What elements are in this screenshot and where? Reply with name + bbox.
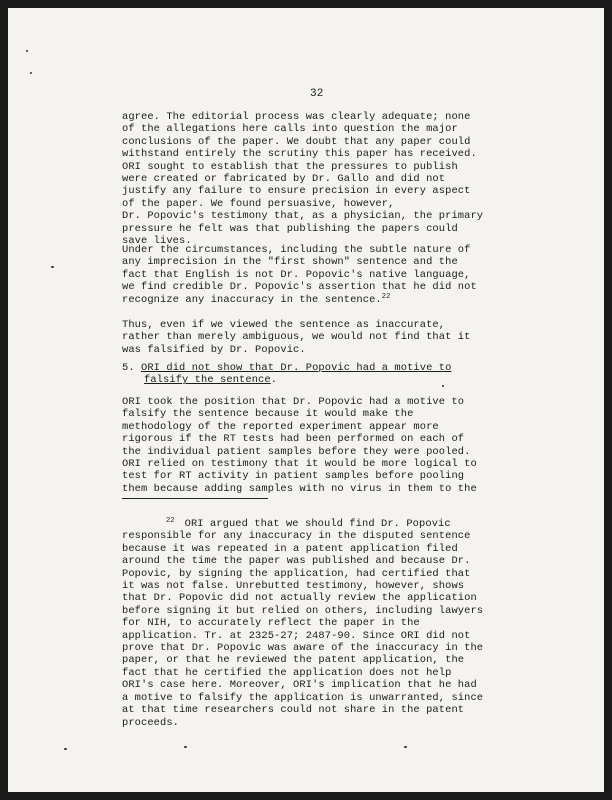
text-line: Under the circumstances, including the subtle nature of [122,244,471,256]
text-line: ORI sought to establish that the pressures to publish [122,160,458,173]
scan-speck [64,748,67,750]
heading-line [122,362,451,374]
scan-speck [30,72,32,74]
text-line: were created or fabricated by Dr. Gallo and did not [122,173,446,186]
text-line: justify any failure to ensure precision in every aspect [122,185,471,198]
text-line: ORI's case here. Moreover, ORI's implication that he had [122,679,477,692]
paragraph-thus [122,319,470,356]
text-segment: recognize any inaccuracy in the sentence. [122,293,382,306]
text-line: save lives. [122,235,192,248]
text-line: was falsified by Dr. Popovic. [122,343,306,356]
text-line: the individual patient samples before they were pooled. [122,445,471,458]
text-line: methodology of the reported experiment appear more [122,420,439,433]
paragraph-editorial-process [122,111,483,247]
footnote-22 [122,518,483,729]
text-line: test for RT activity in patient samples before pooling [122,470,465,483]
text-line: Dr. Popovic's testimony that, as a physician, the primary [122,210,484,223]
text-line [122,294,477,306]
text-line: proceeds. [122,716,180,729]
text-line: fact that English is not Dr. Popovic's native language, [122,268,471,281]
text-line: prove that Dr. Popovic was aware of the inaccuracy in the [122,642,484,655]
text-line: Popovic, by signing the application, had certified that [122,567,471,580]
text-line: rigorous if the RT tests had been performed on each of [122,433,465,446]
scan-speck [404,746,407,748]
scan-speck [51,266,54,268]
text-line: at that time researchers could not share in the patent [122,704,465,717]
heading-number: 5. [122,362,135,374]
page-number: 32 [310,88,324,100]
text-line: withstand entirely the scrutiny this paper has received. [122,148,477,161]
footnote-number: 22 [166,517,175,525]
text-line: we find credible Dr. Popovic's assertion that he did not [122,281,477,294]
heading-text-underlined: falsify the sentence [144,374,271,387]
text-line: before signing it but relied on others, including lawyers [122,604,484,617]
footnote-reference[interactable]: 22 [381,292,391,301]
text-line: that Dr. Popovic did not actually review the application [122,592,477,605]
text-line: agree. The editorial process was clearly adequate; none [122,111,471,123]
text-segment: ORI argued that we should find Dr. Popovic [184,518,451,530]
text-line: rather than merely ambiguous, we would not find that it [122,331,471,344]
text-line: a motive to falsify the application is unwarranted, since [122,691,484,704]
document-page [8,8,604,792]
text-line: fact that he certified the application does not help [122,666,452,679]
text-line: it was not false. Unrebutted testimony, however, shows [122,580,465,593]
scan-speck [184,746,187,748]
text-line: ORI relied on testimony that it would be more logical to [122,458,477,471]
section-heading [122,362,451,387]
text-line: because it was repeated in a patent application filed [122,542,458,555]
text-line: any imprecision in the "first shown" sentence and the [122,256,458,269]
paragraph-motive [122,396,477,495]
text-line: around the time the paper was published and because Dr. [122,555,471,568]
heading-line [122,374,451,386]
text-line: application. Tr. at 2325-27; 2487-90. Since ORI did not [122,629,471,642]
text-line: paper, or that he reviewed the patent application, the [122,654,465,667]
paragraph-circumstances [122,244,477,306]
text-line: for NIH, to accurately reflect the paper in the [122,617,420,630]
text-line: pressure he felt was that publishing the papers could [122,222,458,235]
scan-speck [26,50,28,52]
text-line: responsible for any inaccuracy in the disputed sentence [122,530,471,543]
heading-period: . [270,374,278,387]
text-line: conclusions of the paper. We doubt that any paper could [122,135,471,148]
text-line: Thus, even if we viewed the sentence as inaccurate, [122,319,446,331]
text-line: of the paper. We found persuasive, however, [122,197,395,210]
heading-text-underlined: ORI did not show that Dr. Popovic had a motive to [141,362,452,374]
footnote-separator [122,498,268,499]
text-line: ORI took the position that Dr. Popovic had a motive to [122,396,465,408]
text-line: them because adding samples with no virus in them to the [122,482,477,495]
footnote-first-line [122,518,483,530]
text-line: falsify the sentence because it would make the [122,408,414,421]
scan-speck [442,385,444,387]
text-line: of the allegations here calls into question the major [122,123,458,136]
